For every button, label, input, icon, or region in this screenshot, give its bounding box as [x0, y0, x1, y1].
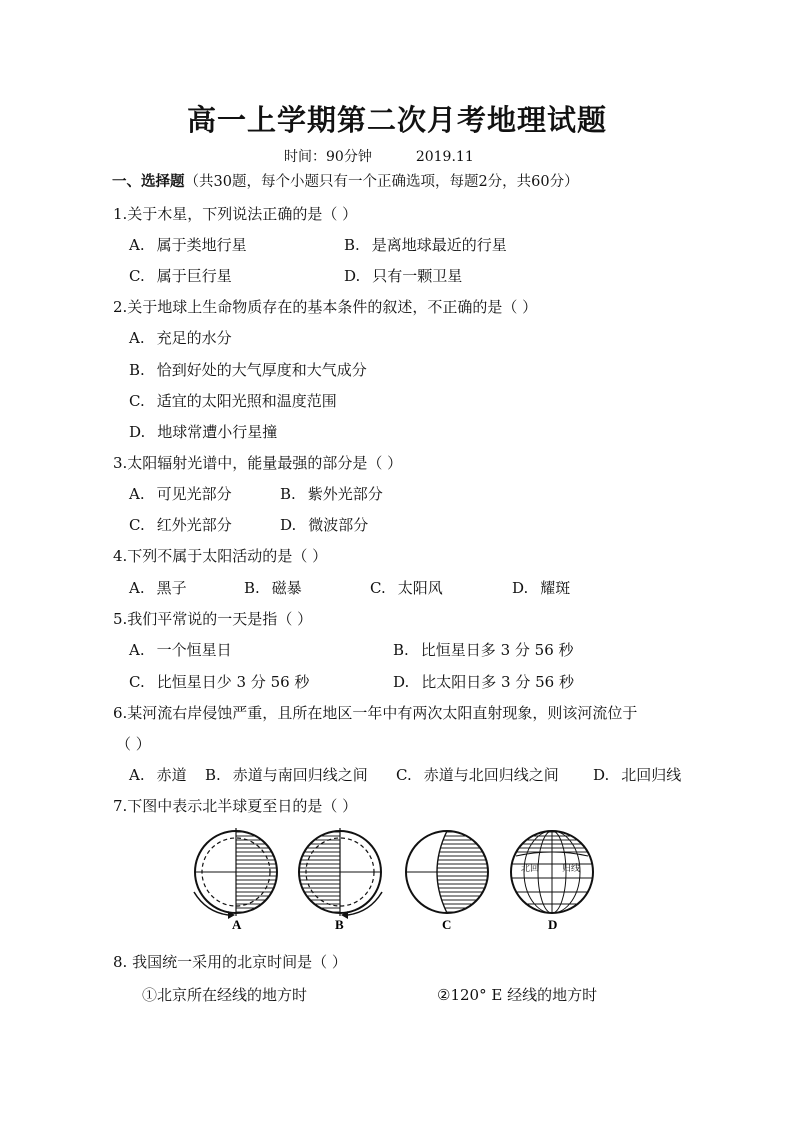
q2-option-b: B. 恰到好处的大气厚度和大气成分	[129, 361, 367, 379]
q6-option-b: B. 赤道与南回归线之间	[205, 766, 368, 784]
exam-duration: 时间：90分钟	[284, 149, 372, 165]
question-2-stem: 2.关于地球上生命物质存在的基本条件的叙述，不正确的是（ ）	[113, 298, 538, 316]
q5-option-b: B. 比恒星日多 3 分 56 秒	[393, 641, 574, 659]
q4-option-a: A. 黑子	[129, 579, 187, 597]
question-3-stem: 3.太阳辐射光谱中，能量最强的部分是（ ）	[113, 454, 403, 472]
q1-option-b: B. 是离地球最近的行星	[344, 236, 507, 254]
q3-option-b: B. 紫外光部分	[280, 485, 383, 503]
q5-option-d: D. 比太阳日多 3 分 56 秒	[393, 673, 574, 691]
question-4-stem: 4.下列不属于太阳活动的是（ ）	[113, 547, 328, 565]
q5-option-a: A. 一个恒星日	[129, 641, 232, 659]
q5-option-c: C. 比恒星日少 3 分 56 秒	[129, 673, 310, 691]
q6-option-c: C. 赤道与北回归线之间	[396, 766, 559, 784]
page-title: 高一上学期第二次月考地理试题	[186, 103, 607, 137]
question-8-stem: 8. 我国统一采用的北京时间是（ ）	[113, 953, 347, 971]
globe-figure	[182, 826, 612, 934]
q8-option-2: ②120° E 经线的地方时	[437, 986, 598, 1004]
q1-option-c: C. 属于巨行星	[129, 267, 232, 285]
question-7-stem: 7.下图中表示北半球夏至日的是（ ）	[113, 797, 358, 815]
exam-info	[284, 146, 474, 166]
globe-label-d: D	[548, 917, 558, 932]
q3-option-a: A. 可见光部分	[129, 485, 232, 503]
q4-option-b: B. 磁暴	[244, 579, 302, 597]
q2-option-a: A. 充足的水分	[129, 329, 232, 347]
question-6-stem-cont: （ ）	[116, 735, 151, 753]
exam-date: 2019.11	[415, 149, 474, 165]
q6-option-a: A. 赤道	[129, 766, 187, 784]
q8-option-1: ①北京所在经线的地方时	[142, 986, 308, 1004]
globe-label-a: A	[232, 917, 242, 932]
q3-option-d: D. 微波部分	[280, 516, 369, 534]
globe-d-inner-label-1: 北回	[521, 864, 540, 874]
globe-c	[406, 831, 492, 913]
q3-option-c: C. 红外光部分	[129, 516, 232, 534]
question-5-stem: 5.我们平常说的一天是指（ ）	[113, 610, 313, 628]
globe-a	[194, 826, 286, 926]
q2-option-c: C. 适宜的太阳光照和温度范围	[129, 392, 337, 410]
q2-option-d: D. 地球常遭小行星撞	[129, 423, 278, 441]
section-label: 一、选择题	[112, 173, 185, 190]
q1-option-d: D. 只有一颗卫星	[344, 267, 463, 285]
globe-label-c: C	[442, 917, 452, 932]
globe-d	[511, 831, 593, 913]
globe-label-b: B	[335, 917, 344, 932]
q4-option-c: C. 太阳风	[370, 579, 443, 597]
q1-option-a: A. 属于类地行星	[129, 236, 247, 254]
globe-d-inner-label-2: 归线	[562, 864, 581, 874]
question-6-stem: 6.某河流右岸侵蚀严重，且所在地区一年中有两次太阳直射现象，则该河流位于	[113, 704, 638, 722]
question-1-stem: 1.关于木星，下列说法正确的是（ ）	[113, 205, 358, 223]
section-heading	[112, 170, 579, 191]
q4-option-d: D. 耀斑	[512, 579, 571, 597]
q6-option-d: D. 北回归线	[593, 766, 682, 784]
section-detail: （共30题，每个小题只有一个正确选项，每题2分，共60分）	[184, 174, 579, 190]
globe-b	[294, 826, 382, 926]
